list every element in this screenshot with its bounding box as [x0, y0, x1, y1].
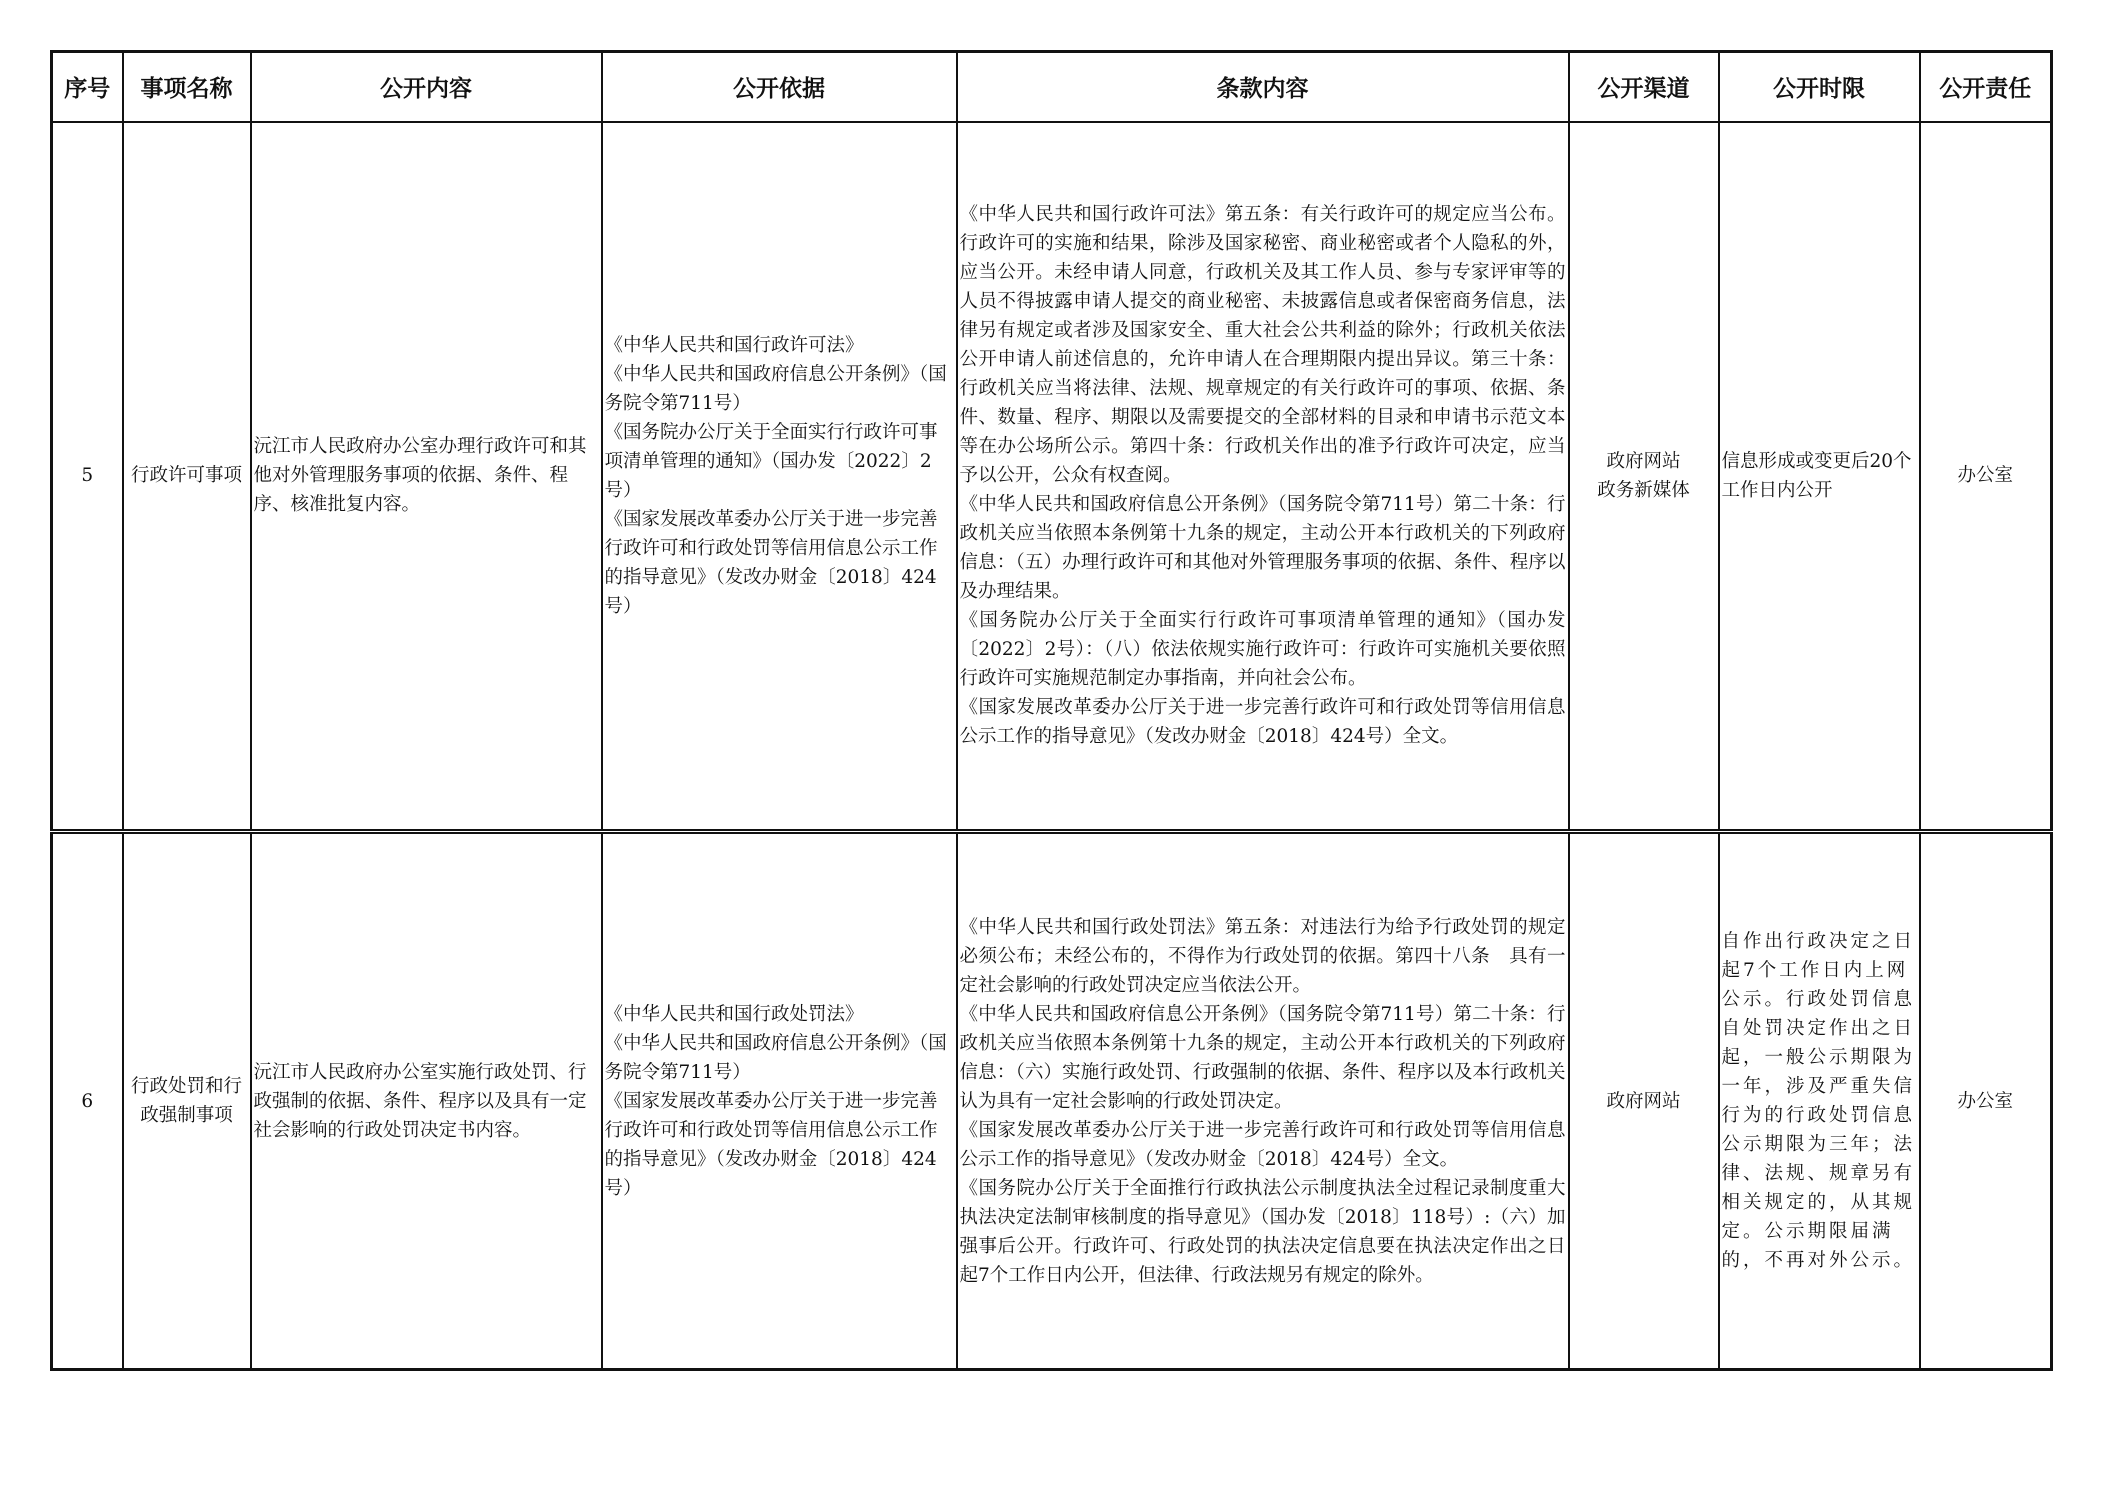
cell-clauses [957, 122, 1569, 832]
cell-item-name: 行政许可事项 [123, 122, 251, 832]
channel-line: 政府网站 [1606, 450, 1681, 472]
cell-basis [602, 122, 957, 832]
header-item-name: 事项名称 [123, 52, 251, 122]
basis-line: 《中华人民共和国行政许可法》 [604, 334, 864, 356]
clause-paragraph: 《国家发展改革委办公厅关于进一步完善行政许可和行政处罚等信用信息公示工作的指导意见》（发改办财金〔2018〕424号）全文。 [959, 697, 1566, 748]
disclosure-table [50, 50, 2053, 1371]
cell-content: 沅江市人民政府办公室办理行政许可和其他对外管理服务事项的依据、条件、程序、核准批复内容。 [251, 122, 602, 832]
table-row [52, 832, 2052, 1370]
cell-deadline: 自作出行政决定之日起7个工作日内上网公示。行政处罚信息自处罚决定作出之日起，一般公示期限为一年，涉及严重失信行为的行政处罚信息公示期限为三年；法律、法规、规章另有相关规定的，从其规定。公示期限届满的，不再对外公示。 [1719, 832, 1920, 1370]
header-deadline: 公开时限 [1719, 52, 1920, 122]
cell-content: 沅江市人民政府办公室实施行政处罚、行政强制的依据、条件、程序以及具有一定社会影响的行政处罚决定书内容。 [251, 832, 602, 1370]
cell-index: 5 [52, 122, 123, 832]
cell-responsible: 办公室 [1920, 832, 2052, 1370]
cell-item-name: 行政处罚和行政强制事项 [123, 832, 251, 1370]
basis-line: 《国家发展改革委办公厅关于进一步完善行政许可和行政处罚等信用信息公示工作的指导意见》（发改办财金〔2018〕424号） [604, 1090, 938, 1199]
cell-clauses [957, 832, 1569, 1370]
header-index: 序号 [52, 52, 123, 122]
cell-responsible: 办公室 [1920, 122, 2052, 832]
basis-line: 《中华人民共和国政府信息公开条例》（国务院令第711号） [604, 1032, 947, 1083]
header-basis: 公开依据 [602, 52, 957, 122]
clause-paragraph: 《中华人民共和国政府信息公开条例》（国务院令第711号）第二十条：行政机关应当依照本条例第十九条的规定，主动公开本行政机关的下列政府信息：（五）办理行政许可和其他对外管理服务事项的依据、条件、程序以及办理结果。 [959, 494, 1566, 603]
basis-line: 《中华人民共和国政府信息公开条例》（国务院令第711号） [604, 363, 947, 414]
clause-paragraph: 《国务院办公厅关于全面实行行政许可事项清单管理的通知》（国办发〔2022〕2号）：（八）依法依规实施行政许可：行政许可实施机关要依照行政许可实施规范制定办事指南，并向社会公布。 [959, 610, 1566, 690]
cell-channel [1569, 122, 1719, 832]
header-responsible: 公开责任 [1920, 52, 2052, 122]
header-clauses: 条款内容 [957, 52, 1569, 122]
basis-line: 《中华人民共和国行政处罚法》 [604, 1003, 864, 1025]
basis-line: 《国家发展改革委办公厅关于进一步完善行政许可和行政处罚等信用信息公示工作的指导意见》（发改办财金〔2018〕424号） [604, 508, 938, 617]
table-row [52, 122, 2052, 832]
cell-index: 6 [52, 832, 123, 1370]
header-row [52, 52, 2052, 122]
clause-paragraph: 《中华人民共和国政府信息公开条例》（国务院令第711号）第二十条：行政机关应当依照本条例第十九条的规定，主动公开本行政机关的下列政府信息：（六）实施行政处罚、行政强制的依据、条件、程序以及本行政机关认为具有一定社会影响的行政处罚决定。 [959, 1003, 1566, 1112]
basis-line: 《国务院办公厅关于全面实行行政许可事项清单管理的通知》（国办发〔2022〕2号） [604, 421, 938, 501]
cell-basis [602, 832, 957, 1370]
header-channel: 公开渠道 [1569, 52, 1719, 122]
cell-deadline: 信息形成或变更后20个工作日内公开 [1719, 122, 1920, 832]
clause-paragraph: 《国务院办公厅关于全面推行行政执法公示制度执法全过程记录制度重大执法决定法制审核制度的指导意见》（国办发〔2018〕118号）:（六）加强事后公开。行政许可、行政处罚的执法决定信息要在执法决定作出之日起7个工作日内公开，但法律、行政法规另有规定的除外。 [959, 1177, 1566, 1286]
clause-paragraph: 《中华人民共和国行政处罚法》第五条：对违法行为给予行政处罚的规定必须公布；未经公布的，不得作为行政处罚的依据。第四十八条 具有一定社会影响的行政处罚决定应当依法公开。 [959, 916, 1566, 996]
header-content: 公开内容 [251, 52, 602, 122]
clause-paragraph: 《国家发展改革委办公厅关于进一步完善行政许可和行政处罚等信用信息公示工作的指导意见》（发改办财金〔2018〕424号）全文。 [959, 1119, 1566, 1170]
cell-channel [1569, 832, 1719, 1370]
channel-line: 政务新媒体 [1597, 479, 1690, 501]
clause-paragraph: 《中华人民共和国行政许可法》第五条：有关行政许可的规定应当公布。行政许可的实施和结果，除涉及国家秘密、商业秘密或者个人隐私的外，应当公开。未经申请人同意，行政机关及其工作人员、参与专家评审等的人员不得披露申请人提交的商业秘密、未披露信息或者保密商务信息，法律另有规定或者涉及国家安全、重大社会公共利益的除外；行政机关依法公开申请人前述信息的，允许申请人在合理期限内提出异议。第三十条：行政机关应当将法律、法规、规章规定的有关行政许可的事项、依据、条件、数量、程序、期限以及需要提交的全部材料的目录和申请书示范文本等在办公场所公示。第四十条：行政机关作出的准予行政许可决定，应当予以公开，公众有权查阅。 [959, 204, 1566, 487]
channel-line: 政府网站 [1606, 1090, 1681, 1112]
